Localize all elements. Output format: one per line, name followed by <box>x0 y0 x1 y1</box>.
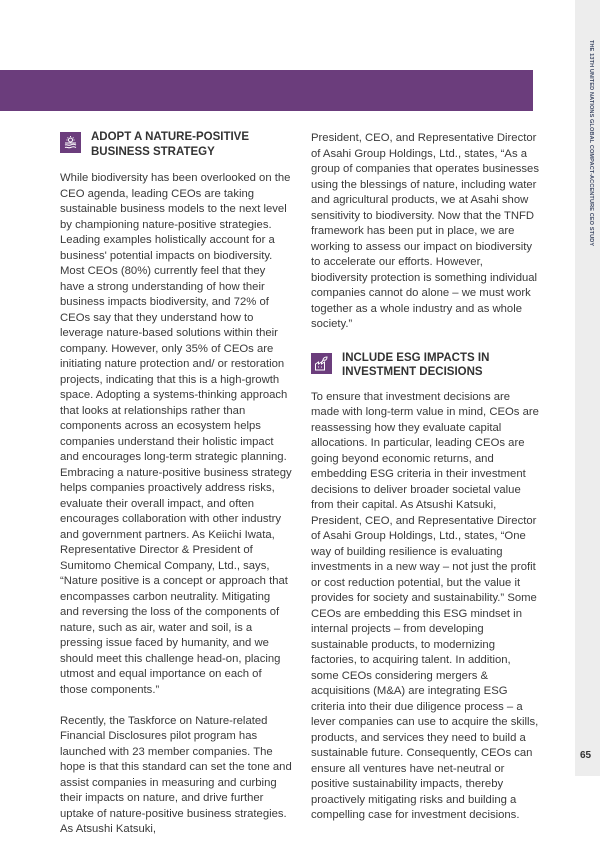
paragraph: While biodiversity has been overlooked on the CEO agenda, leading CEOs are taking sustainable business models to the next level by championing nature-positive strategies. Leading examples holistically account for a business' potential impacts on biodiversity. Most CEOs (80%) currently feel that they have a strong understanding of how their business impacts biodiversity, and 72% of CEOs say that they understand how to leverage nature-based solutions within their company. However, only 35% of CEOs are initiating nature protection and/ or restoration projects, indicating that this is a high-growth space. Adopting a systems-thinking approach that looks at relationships rather than components across an ecosystem helps companies understand their holistic impact and encourages long-term strategic planning. Embracing a nature-positive business strategy helps companies proactively address risks, evaluate their overall impact, and often encourages collaboration with other industry and government partners. As Keiichi Iwata, Representative Director & President of Sumitomo Chemical Company, Ltd., says, “Nature positive is a concept or approach that encompasses carbon neutrality. Mitigating and reversing the loss of the components of nature, such as air, water and soil, is a pressing issue faced by humanity, and we should meet this challenge head-on, placing utmost and equal importance on each of those components.” <box>60 172 292 696</box>
landscape-sun-icon <box>60 132 81 153</box>
right-column <box>311 131 539 839</box>
left-column <box>60 132 292 853</box>
page-number: 65 <box>580 750 592 761</box>
running-title: THE 13TH UNITED NATIONS GLOBAL COMPACT-ACCENTURE CEO STUDY <box>588 40 594 247</box>
header-banner <box>0 70 533 111</box>
paragraph: Recently, the Taskforce on Nature-related Financial Disclosures pilot program has launched with 23 member companies. The hope is that this standard can set the tone and assist companies in measuring and curbing their impacts on nature, and drive further uptake of nature-positive business strategies. As Atsushi Katsuki, <box>60 714 292 835</box>
paragraph: President, CEO, and Representative Director of Asahi Group Holdings, Ltd., states, “As a group of companies that operates businesses using the blessings of nature, including water and agricultural products, we at Asahi show sensitivity to biodiversity. Now that the TNFD framework has been put in place, we are working to assess our impact on biodiversity to accelerate our efforts. However, biodiversity protection is something individual companies cannot do alone – we must work together as a whole industry and as whole society.” <box>311 132 539 330</box>
section-heading: ADOPT A NATURE-POSITIVE BUSINESS STRATEGY <box>91 131 250 158</box>
section-heading: INCLUDE ESG IMPACTS IN INVESTMENT DECISIONS <box>342 351 490 378</box>
paragraph: To ensure that investment decisions are made with long-term value in mind, CEOs are reassessing how they evaluate capital allocations. In particular, leading CEOs are going beyond economic returns, and embedding ESG criteria in their investment decisions to deliver broader societal value from their capital. As Atsushi Katsuki, President, CEO, and Representative Director of Asahi Group Holdings, Ltd., states, “One way of building resilience is evaluating investments in a new way – not just the profit or cost reduction potential, but the value it provides for society and sustainability.” Some CEOs are embedding this ESG mindset in internal projects – from developing sustainable products, to modernizing factories, to acquiring talent. In addition, some CEOs considering mergers & acquisitions (M&A) are integrating ESG criteria into their due diligence process – a lever companies can use to acquire the skills, products, and services they need to build a sustainable future. Consequently, CEOs can ensure all ventures have net-neutral or positive sustainability impacts, thereby proactively mitigating risks and building a compelling case for investment decisions. <box>311 390 539 821</box>
factory-leaf-icon <box>311 353 332 374</box>
